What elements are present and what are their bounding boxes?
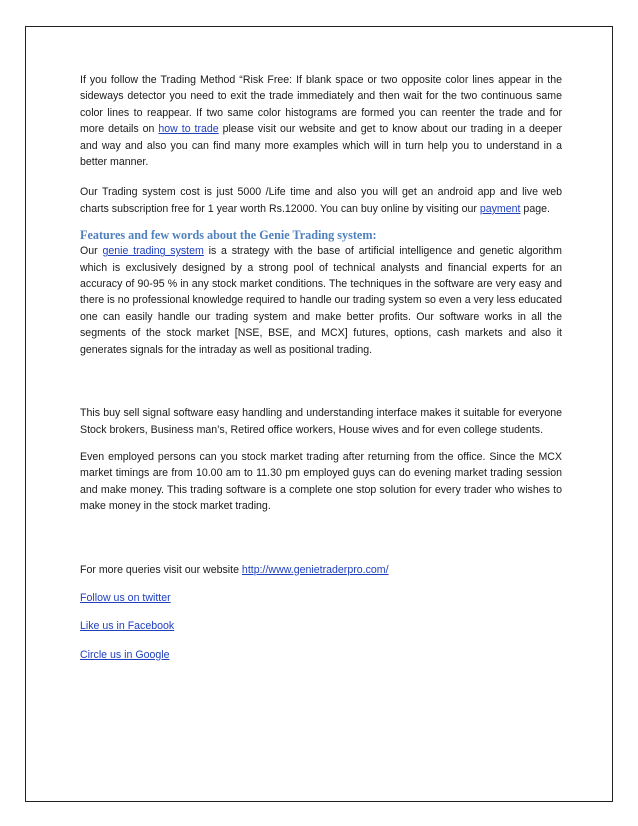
paragraph-text: Our Trading system cost is just 5000 /Life time and also you will get an android app and live web charts subscription free for 1 year worth Rs.12000. You can buy online by visiting our bbox=[80, 186, 562, 215]
facebook-line bbox=[80, 618, 562, 634]
website-line bbox=[80, 562, 562, 578]
genie-trading-system-link[interactable]: genie trading system bbox=[102, 245, 204, 258]
paragraph-audience: This buy sell signal software easy handling and understanding interface makes it suitable for everyone Stock brokers, Business man’s, Retired office workers, House wives and for even college students. bbox=[80, 407, 562, 436]
paragraph-text: please visit our website and get to know about our trading in a deeper and way and also you can find many more examples which will in turn help you to understand in a better manner. bbox=[80, 123, 563, 169]
paragraph-trading-method bbox=[80, 72, 562, 170]
website-link[interactable]: http://www.genietraderpro.com/ bbox=[241, 563, 389, 576]
how-to-trade-link[interactable]: how to trade bbox=[158, 123, 219, 136]
paragraph-text: If you follow the Trading Method “Risk Free: If blank space or two opposite color lines appear in the sideways detector you need to exit the trade immediately and then wait for the two continuous same color lines to reappear. If two same color histograms are formed you can reenter the trade and for more details on bbox=[80, 74, 562, 136]
twitter-link[interactable]: Follow us on twitter bbox=[80, 591, 171, 604]
paragraph-cost bbox=[80, 184, 562, 217]
payment-link[interactable]: payment bbox=[479, 202, 521, 215]
website-label: For more queries visit our website bbox=[80, 563, 242, 576]
document-body bbox=[80, 72, 562, 675]
features-heading: Features and few words about the Genie Trading system: bbox=[80, 228, 377, 243]
paragraph-text: Our bbox=[80, 245, 103, 258]
twitter-line bbox=[80, 590, 562, 606]
paragraph-text: is a strategy with the base of artificial intelligence and genetic algorithm which is exclusively designed by a strong pool of technical analysts and financial experts for an accuracy of 90-95 % in any stock market conditions. The techniques in the software are very easy and there is no professional knowledge required to handle our trading system so even a very less educated one can easily handle our trading system and make better profits. Our software works in all the segments of the stock market [NSE, BSE, and MCX] futures, options, cash markets and also it generates signals for the intraday as well as positional trading. bbox=[80, 245, 562, 356]
paragraph-genie-system bbox=[80, 243, 562, 358]
paragraph-employed: Even employed persons can you stock market trading after returning from the office. Since the MCX market timings are from 10.00 am to 11.30 pm employed guys can do evening market trading session and make money. This trading software is a complete one stop solution for every trader who wishes to make money in the stock market trading. bbox=[80, 450, 562, 513]
google-link[interactable]: Circle us in Google bbox=[80, 648, 170, 661]
contact-links bbox=[80, 562, 562, 664]
paragraph-text: page. bbox=[520, 202, 550, 215]
facebook-link[interactable]: Like us in Facebook bbox=[80, 620, 175, 633]
google-line bbox=[80, 647, 562, 663]
